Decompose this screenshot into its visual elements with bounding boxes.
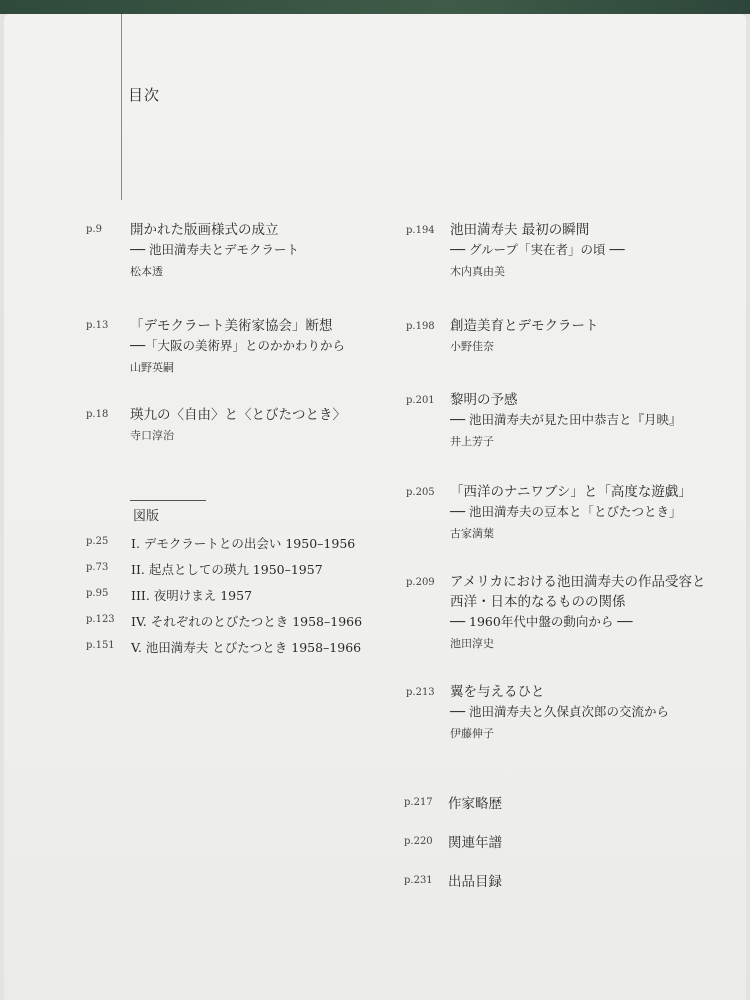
entry-subtitle: ── 池田満寿夫と久保貞次郎の交流から bbox=[450, 704, 670, 719]
entry-author: 井上芳子 bbox=[450, 435, 494, 448]
entry-author: 木内真由美 bbox=[450, 265, 505, 278]
page-number: p.209 bbox=[406, 577, 435, 588]
entry-title: 「デモクラート美術家協会」断想 bbox=[130, 318, 333, 334]
entry-title: 作家略歴 bbox=[448, 796, 502, 812]
page-number: p.205 bbox=[406, 487, 435, 498]
entry-subtitle: ── 池田満寿夫とデモクラート bbox=[130, 242, 300, 257]
background-band bbox=[0, 0, 750, 14]
entry-author: 池田淳史 bbox=[450, 637, 494, 650]
title-rule-vertical bbox=[121, 14, 122, 200]
plates-heading: 図版 bbox=[133, 509, 160, 524]
page-number: p.231 bbox=[404, 875, 433, 886]
entry-title: 「西洋のナニワブシ」と「高度な遊戯」 bbox=[450, 484, 692, 500]
entry-title: 創造美育とデモクラート bbox=[450, 318, 599, 334]
page-number: p.18 bbox=[86, 409, 109, 420]
entry-author: 松本透 bbox=[130, 265, 163, 278]
entry-title: アメリカにおける池田満寿夫の作品受容と bbox=[450, 574, 706, 590]
entry-author: 小野佳奈 bbox=[450, 340, 494, 353]
page-number: p.13 bbox=[86, 320, 109, 331]
entry-author: 古家満葉 bbox=[450, 527, 494, 540]
entry-author: 寺口淳治 bbox=[130, 429, 174, 442]
page-number: p.95 bbox=[86, 588, 109, 599]
plate-label: IV. それぞれのとびたつとき 1958–1966 bbox=[131, 614, 363, 629]
entry-title: 開かれた版画様式の成立 bbox=[130, 222, 279, 238]
entry-title: 関連年譜 bbox=[448, 835, 502, 851]
page-number: p.201 bbox=[406, 395, 435, 406]
page-number: p.213 bbox=[406, 687, 435, 698]
entry-title: 出品目録 bbox=[448, 874, 502, 890]
entry-title: 翼を与えるひと bbox=[450, 684, 545, 700]
entry-author: 山野英嗣 bbox=[130, 361, 174, 374]
plate-label: II. 起点としての瑛九 1950–1957 bbox=[131, 562, 323, 577]
entry-author: 伊藤伸子 bbox=[450, 727, 494, 740]
page-title: 目次 bbox=[128, 86, 161, 104]
entry-subtitle: ── 1960年代中盤の動向から ── bbox=[450, 614, 633, 629]
page-number: p.217 bbox=[404, 797, 433, 808]
page-number: p.198 bbox=[406, 321, 435, 332]
page-number: p.151 bbox=[86, 640, 115, 651]
plate-label: III. 夜明けまえ 1957 bbox=[131, 588, 253, 603]
page-number: p.194 bbox=[406, 225, 435, 236]
entry-subtitle: ── 池田満寿夫の豆本と「とびたつとき」 bbox=[450, 504, 682, 519]
page-number: p.9 bbox=[86, 224, 102, 235]
page-number: p.123 bbox=[86, 614, 115, 625]
page-number: p.220 bbox=[404, 836, 433, 847]
plate-label: V. 池田満寿夫 とびたつとき 1958–1966 bbox=[131, 640, 362, 655]
page-number: p.25 bbox=[86, 536, 109, 547]
entry-subtitle: ── グループ「実在者」の頃 ── bbox=[450, 242, 625, 257]
entry-title: 瑛九の〈自由〉と〈とびたつとき〉 bbox=[130, 407, 346, 423]
entry-subtitle: ── 池田満寿夫が見た田中恭吉と『月映』 bbox=[450, 412, 682, 427]
entry-title-line2: 西洋・日本的なるものの関係 bbox=[450, 594, 626, 610]
entry-title: 池田満寿夫 最初の瞬間 bbox=[450, 222, 590, 238]
entry-subtitle: ──「大阪の美術界」とのかかわりから bbox=[130, 338, 346, 353]
section-rule bbox=[130, 500, 206, 501]
plate-label: I. デモクラートとの出会い 1950–1956 bbox=[131, 536, 356, 551]
entry-title: 黎明の予感 bbox=[450, 392, 518, 408]
page-number: p.73 bbox=[86, 562, 109, 573]
